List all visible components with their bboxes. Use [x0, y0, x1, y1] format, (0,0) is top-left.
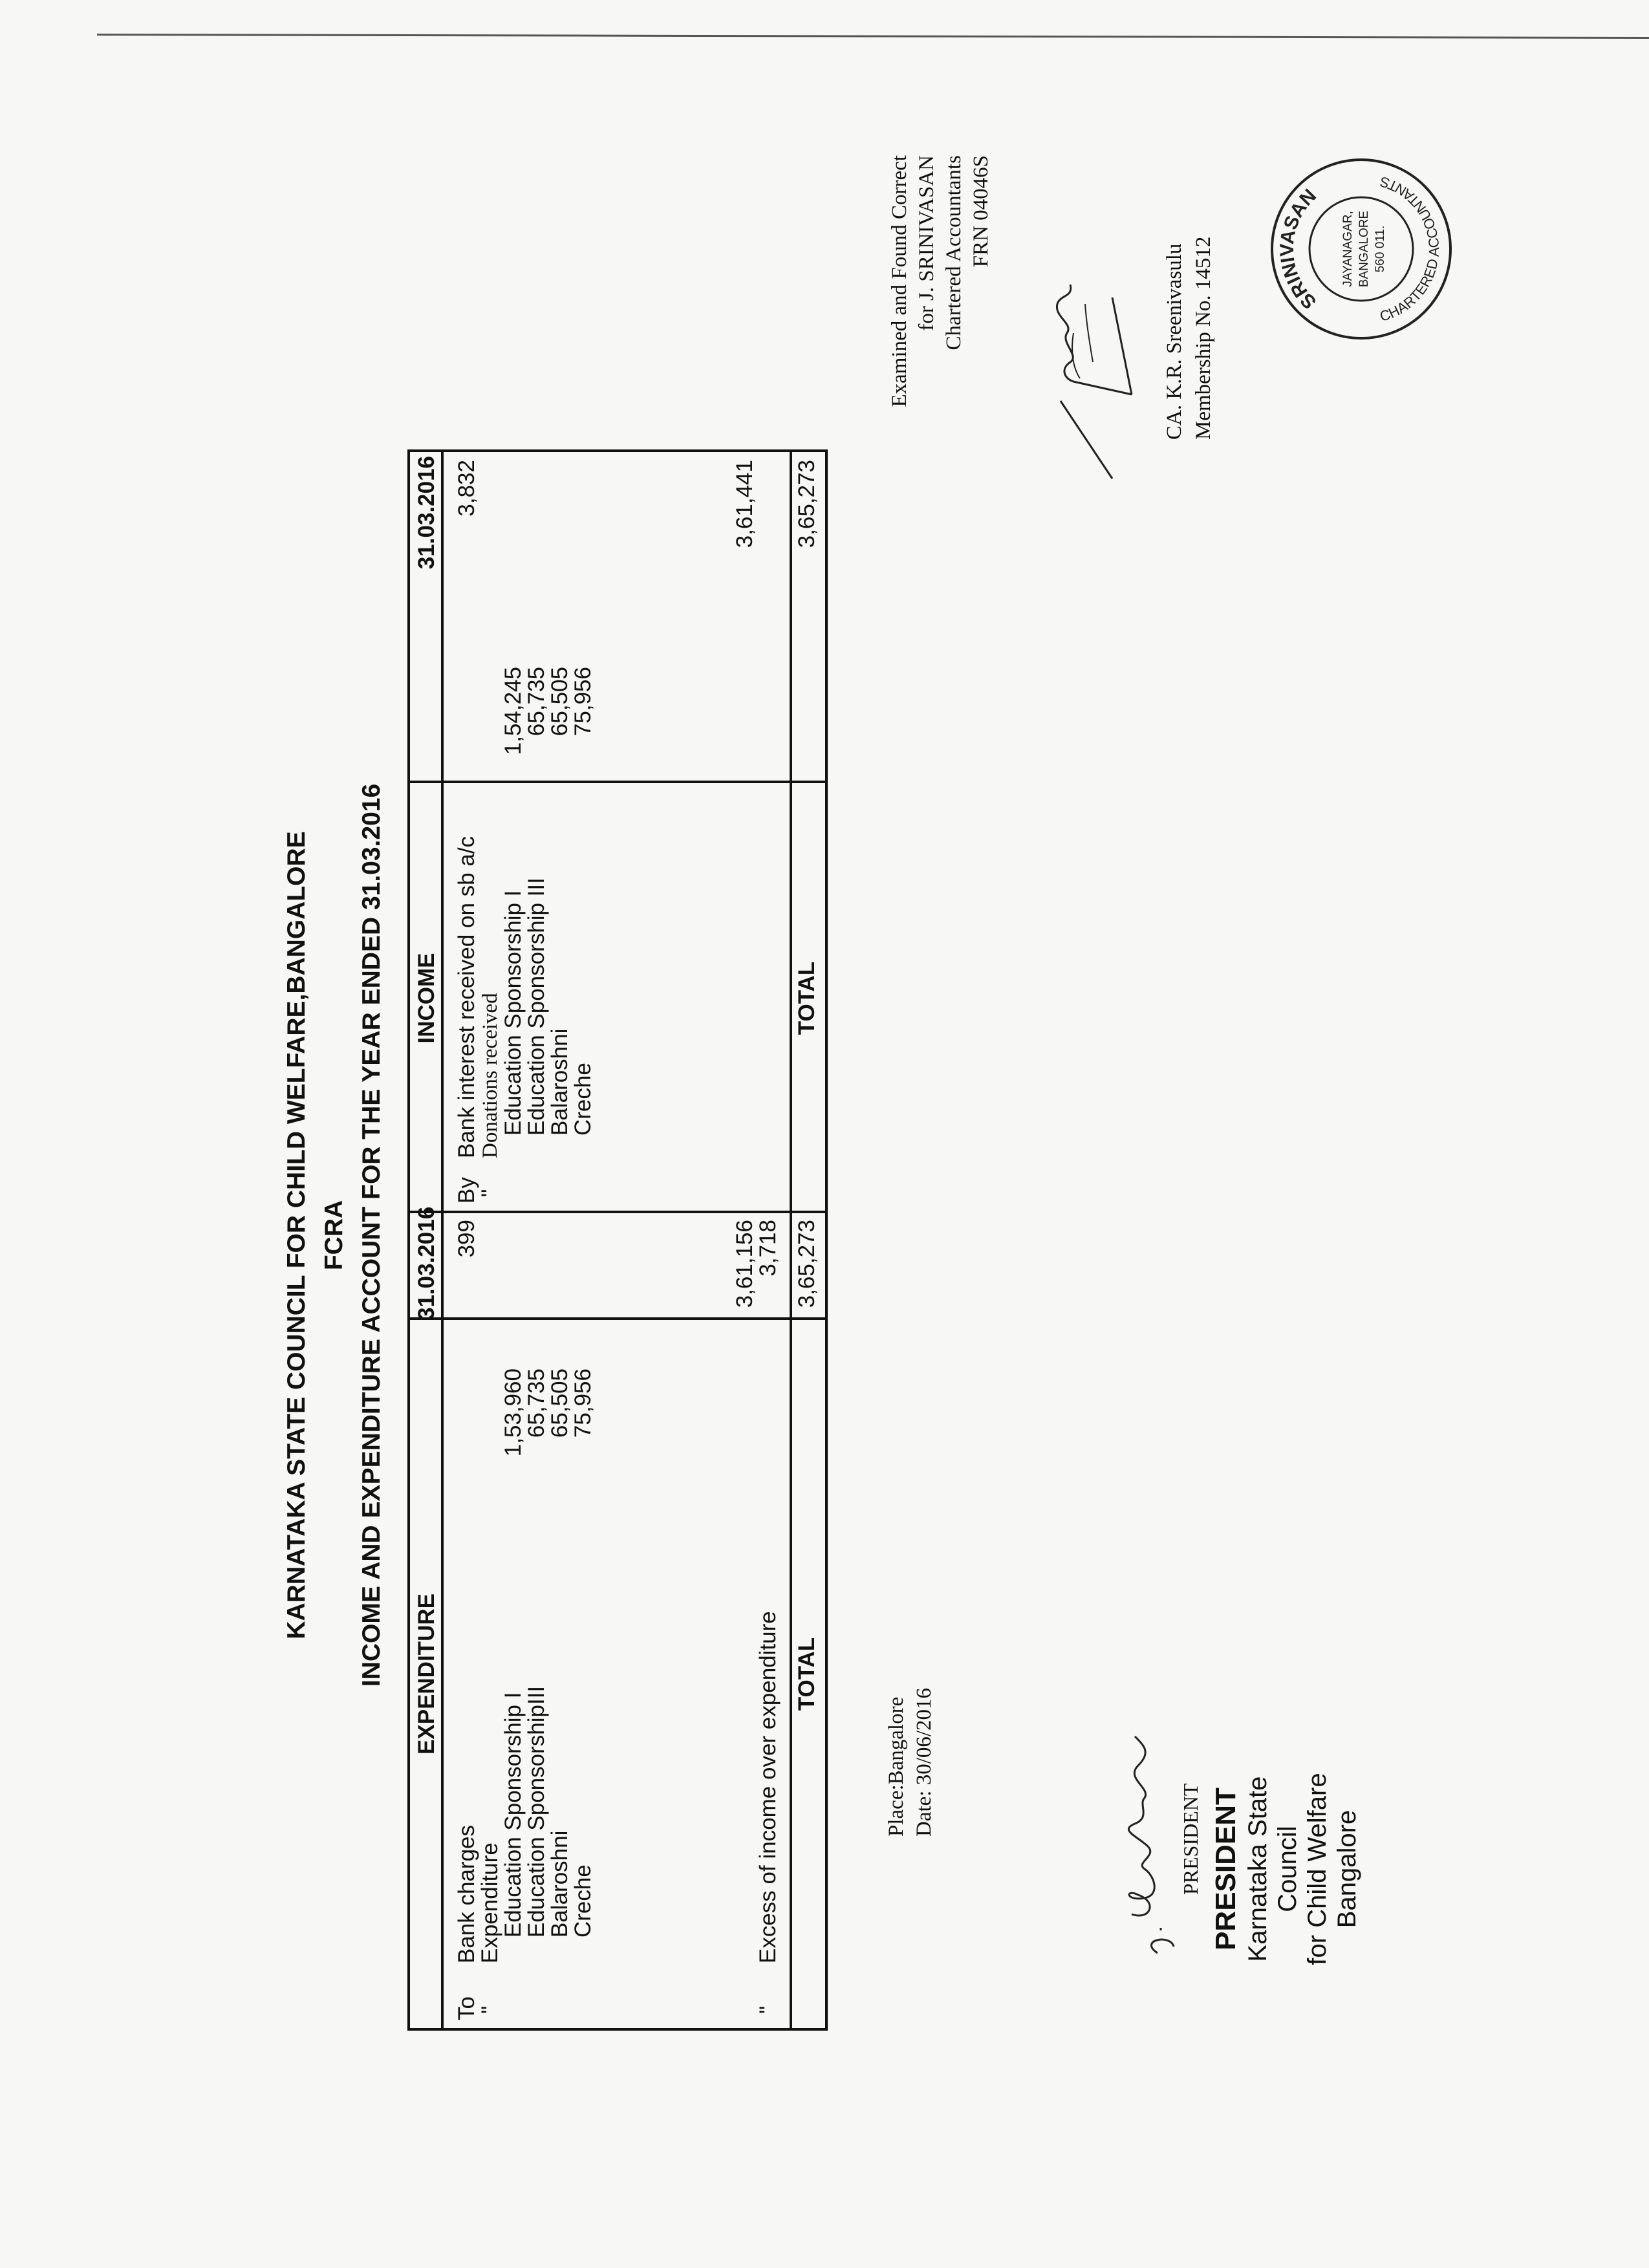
bank-charges-amount: 399: [454, 1220, 479, 1258]
income-expenditure-table: [407, 449, 828, 2031]
donations-label: Donations received: [479, 993, 502, 1158]
ditto-mark: ": [755, 2005, 781, 2014]
seal-bottom-text: CHARTERED ACCOUNTANTS: [1377, 173, 1443, 325]
auditor-name: CA. K.R. Sreenivasulu: [1163, 243, 1186, 440]
expenditure-item-amount: 65,505: [547, 1368, 572, 1438]
income-date-heading: 31.03.2016: [410, 449, 444, 783]
president-stamp-line: Karnataka State Council: [1244, 1776, 1302, 1962]
expenditure-item-label: Balaroshni: [547, 1830, 572, 1938]
expenditure-item-amount: 65,735: [524, 1368, 549, 1438]
to-prefix: To: [454, 1996, 479, 2020]
statement-title: INCOME AND EXPENDITURE ACCOUNT FOR THE YEAR ENDED 31.03.2016: [358, 783, 385, 1687]
column-divider: [410, 1211, 825, 1213]
income-item-amount: 75,956: [570, 667, 596, 737]
president-signature: [1099, 1727, 1183, 1960]
column-divider: [410, 781, 825, 783]
expenditure-date-heading: 31.03.2016: [410, 1213, 444, 1320]
expenditure-item-amount: 75,956: [570, 1368, 596, 1438]
income-item-amount: 1,54,245: [501, 667, 526, 755]
seal-middle-text: BANGALORE: [1357, 210, 1371, 288]
bank-interest-amount: 3,832: [454, 460, 479, 517]
income-item-label: Education Sponsorship III: [524, 878, 549, 1136]
auditor-line: for J. SRINIVASAN: [915, 155, 938, 331]
income-item-label: Education Sponsorship I: [501, 890, 526, 1136]
income-item-label: Balaroshni: [547, 1028, 572, 1136]
auditor-line: Examined and Found Correct: [888, 155, 911, 407]
president-stamp-line: for Child Welfare: [1303, 1773, 1331, 1965]
total-rule: [790, 449, 792, 783]
income-heading: INCOME: [410, 783, 444, 1213]
auditor-signature: [1035, 259, 1151, 491]
income-item-amount: 65,735: [524, 667, 549, 737]
fund-name: FCRA: [320, 1200, 348, 1271]
auditor-certification: [886, 155, 995, 698]
bank-charges-label: Bank charges: [454, 1824, 479, 1963]
column-divider: [410, 1317, 825, 1320]
expenditure-total-label: TOTAL: [794, 1637, 819, 1711]
income-item-amount: 65,505: [547, 667, 572, 737]
president-stamp-line: Bangalore: [1333, 1809, 1361, 1928]
president-stamp: [1209, 1740, 1362, 1998]
expenditure-total-amount: 3,65,273: [794, 1220, 819, 1308]
expenditure-item-label: Education SponsorshipIII: [524, 1685, 549, 1938]
auditor-line: Chartered Accountants: [942, 155, 965, 351]
auditor-frn: FRN 04046S: [969, 155, 993, 268]
president-stamp-title: PRESIDENT: [1210, 1787, 1242, 1950]
ditto-mark: ": [477, 1189, 502, 1197]
bank-interest-label: Bank interest received on sb a/c: [454, 836, 479, 1158]
president-caption: PRESIDENT: [1179, 1783, 1202, 1895]
excess-income-amount: 3,718: [755, 1220, 781, 1277]
income-item-label: Creche: [570, 1063, 596, 1136]
income-subtotal: 3,61,441: [732, 460, 757, 548]
expenditure-item-label: Creche: [570, 1864, 596, 1938]
expenditure-heading: EXPENDITURE: [410, 1320, 444, 2028]
seal-middle-text: 560 011.: [1374, 225, 1387, 273]
auditor-membership: Membership No. 14512: [1192, 236, 1215, 440]
date: Date: 30/06/2016: [912, 1687, 936, 1837]
excess-income-label: Excess of income over expenditure: [755, 1611, 781, 1963]
expenditure-subtotal: 3,61,156: [732, 1220, 757, 1308]
org-title: KARNATAKA STATE COUNCIL FOR CHILD WELFARE,BANGALORE: [283, 831, 310, 1639]
income-total-label: TOTAL: [794, 961, 819, 1035]
seal-middle-text: JAYANAGAR,: [1341, 211, 1355, 287]
expenditure-item-label: Education Sponsorship I: [501, 1692, 526, 1938]
firm-seal: [1267, 155, 1455, 343]
seal-top-text: SRINIVASAN: [1276, 185, 1321, 313]
ditto-mark: ": [477, 2005, 502, 2014]
by-prefix: By: [454, 1177, 479, 1204]
document-sheet: [0, 26, 1649, 2238]
expenditure-item-amount: 1,53,960: [501, 1368, 526, 1457]
place: Place:Bangalore: [885, 1696, 908, 1837]
expenditure-label: Expenditure: [477, 1842, 502, 1963]
document-header: [278, 233, 391, 2238]
income-total-amount: 3,65,273: [794, 460, 819, 548]
